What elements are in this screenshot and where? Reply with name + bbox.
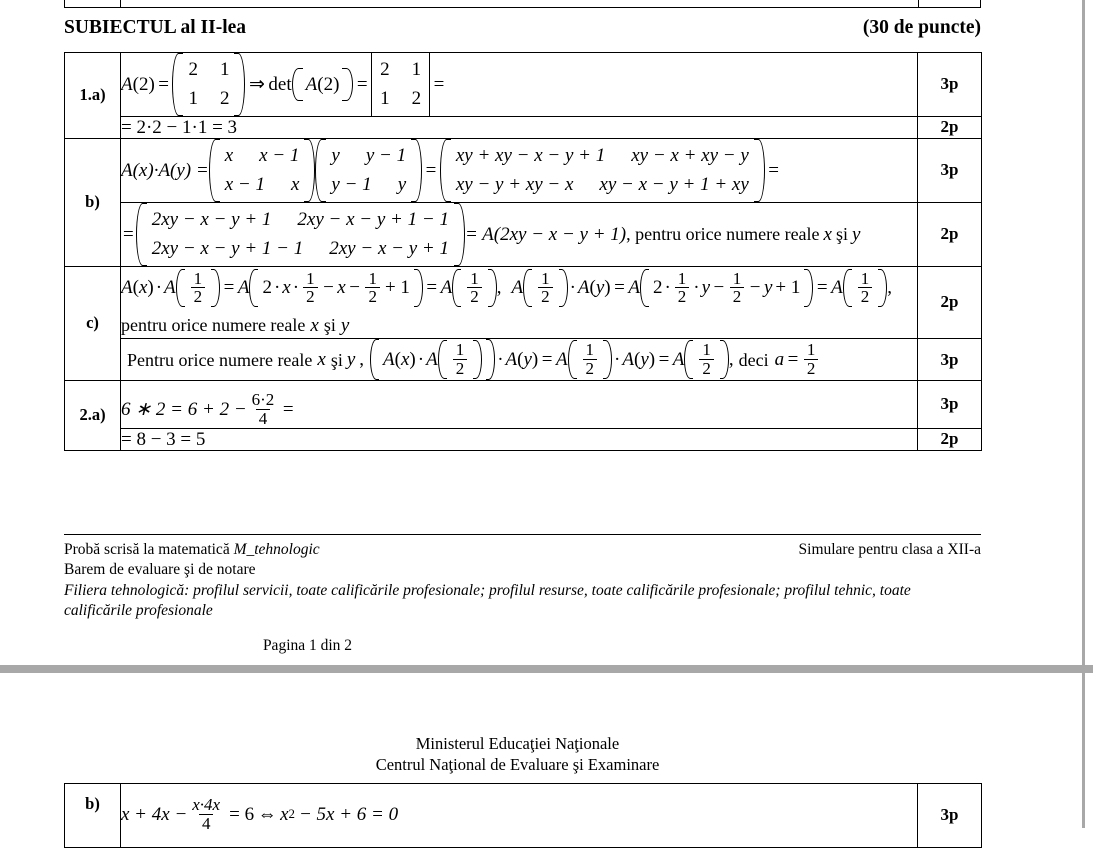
- solution-cell-1a-line1: [121, 53, 918, 117]
- math-variable: y: [523, 349, 532, 371]
- table-row: [65, 428, 982, 450]
- conjunction-text: şi: [835, 224, 848, 245]
- points-2a-bottom: 2p: [918, 428, 982, 450]
- points-1b-bottom: 2p: [918, 202, 982, 266]
- fraction-denominator: 2: [453, 359, 468, 378]
- math-expression: A ( x ) · A $\frac{1}{2}$ = A 2 · x · $\frac{1}{2}$ − x − $\frac{1}{2}$ + 1 = A $\frac{1}{2}$ , A $\frac{1}{2}$ · A ( y ) = A 2 · $\frac{1}{2}$ · y − $\frac{1}{2}$ − y + 1 = A $\frac{1}{2}$ ,: [121, 268, 892, 307]
- fraction-denominator: 4: [199, 814, 214, 833]
- solution-cell-1a-line2: [121, 116, 918, 138]
- conclusion-text: deci: [738, 349, 769, 370]
- paren-group: 2 · x · $\frac{1}{2}$ − x − $\frac{1}{2}$ + 1: [249, 269, 422, 308]
- explanation-line: [121, 316, 354, 335]
- fraction-numerator: 1: [732, 268, 742, 288]
- paren-group: [452, 269, 497, 308]
- matrix-entry: 1: [380, 88, 390, 110]
- points-2a-top: 3p: [918, 381, 982, 429]
- matrix-entry: y − 1: [365, 144, 407, 166]
- math-expression: [121, 796, 398, 833]
- math-lhs: A(x)·A(y) =: [121, 159, 209, 181]
- matrix-entry: 2: [219, 88, 230, 110]
- matrix-A2: [172, 53, 245, 116]
- math-symbol: A: [305, 73, 318, 95]
- points-2b: 3p: [918, 784, 982, 848]
- math-operator: =: [658, 349, 670, 371]
- math-variable: y: [346, 349, 356, 371]
- determinant-bars: [371, 53, 430, 116]
- math-variable: x: [337, 277, 346, 299]
- paren-group: [438, 340, 483, 379]
- math-symbol: A: [121, 277, 133, 299]
- fraction-denominator: 2: [699, 359, 714, 378]
- matrix-Ax: [209, 139, 316, 202]
- fraction-numerator: x·4x: [192, 795, 221, 814]
- fraction-numerator: 1: [806, 340, 816, 360]
- math-operator: =: [356, 73, 368, 95]
- row-id-1a: 1.a): [65, 53, 121, 139]
- solution-cell-1c-part1: [121, 266, 918, 339]
- math-number: 2: [652, 277, 663, 299]
- fraction-numerator: 1: [677, 268, 687, 288]
- row-id-1c: c): [65, 266, 121, 380]
- explanation-text: , pentru orice numere reale: [626, 224, 820, 245]
- math-lhs: x + 4x −: [121, 803, 188, 825]
- fraction-denominator: 2: [191, 287, 206, 306]
- math-symbol: A: [555, 349, 568, 371]
- iff-symbol: ⇔: [257, 803, 277, 825]
- math-symbol: A: [505, 349, 518, 371]
- math-variable: x: [823, 223, 832, 245]
- fraction-numerator: 1: [193, 268, 203, 288]
- math-symbol: A: [121, 73, 133, 95]
- page-footer: [64, 540, 981, 656]
- matrix-entry: 2: [380, 59, 390, 80]
- math-tail: = A(2xy − x − y + 1): [464, 223, 627, 245]
- ministry-line: Ministerul Educaţiei Naţionale: [415, 734, 620, 753]
- math-variable: a: [774, 349, 785, 371]
- math-exponent: 2: [288, 805, 295, 821]
- math-operator: =: [223, 277, 235, 299]
- math-symbol: A: [426, 349, 438, 371]
- exam-session-label: Simulare pentru clasa a XII-a: [798, 541, 981, 558]
- matrix-entry: 2: [188, 59, 198, 80]
- math-term: + 1: [384, 277, 410, 299]
- matrix-simplified: [136, 203, 465, 266]
- fraction-numerator: 1: [702, 340, 711, 360]
- points-1b-top: 3p: [918, 138, 982, 202]
- fraction-half: [191, 270, 206, 307]
- fraction-half: [730, 270, 745, 307]
- det-operator: det: [268, 73, 292, 95]
- math-punctuation: ,: [359, 349, 365, 371]
- fraction-half: [303, 270, 318, 307]
- points-1a-bottom: 2p: [918, 116, 982, 138]
- math-variable: x: [317, 349, 326, 371]
- fraction-numerator: 1: [585, 340, 595, 360]
- math-operator: =: [282, 398, 294, 420]
- fraction-half: [583, 341, 598, 378]
- footer-divider: [64, 534, 981, 535]
- fraction-numerator: 6·2: [251, 390, 275, 409]
- matrix-Ay: [315, 139, 422, 202]
- math-punctuation: ,: [887, 277, 892, 299]
- matrix-entry: x: [224, 144, 234, 166]
- math-symbol: A: [164, 277, 176, 299]
- matrix-entry: x − 1: [224, 174, 265, 196]
- solution-cell-2a-line2: [121, 428, 918, 450]
- math-operator: =: [816, 277, 828, 299]
- table-row: [65, 138, 982, 202]
- matrix-entry: x − 1: [259, 144, 300, 166]
- grading-table-page2: [64, 783, 982, 848]
- fraction-half: [699, 341, 714, 378]
- paren-group: 2 · $\frac{1}{2}$ · y − $\frac{1}{2}$ − y + 1: [640, 269, 813, 308]
- fraction-numerator: 1: [306, 268, 315, 288]
- matrix-entry: y: [397, 174, 407, 196]
- footer-line-2: Barem de evaluare şi de notare: [64, 561, 256, 579]
- footer-text: Probă scrisă la matematică: [64, 541, 234, 558]
- fraction-x4x-over-four: [189, 796, 223, 833]
- math-symbol: A: [577, 277, 590, 299]
- table-row: [65, 381, 982, 429]
- row-id-1b: b): [65, 138, 121, 266]
- row-id-2b: b): [65, 784, 121, 848]
- math-variable: x: [138, 277, 148, 299]
- math-line-2: [121, 309, 917, 338]
- math-operator: =: [158, 73, 169, 95]
- fraction-half: [858, 270, 873, 307]
- math-expression: [121, 391, 297, 428]
- math-term: = 6: [229, 803, 255, 825]
- math-term: + 1: [775, 277, 801, 299]
- math-symbol: A: [511, 277, 524, 299]
- math-symbol: A: [237, 277, 250, 299]
- conjunction-text: şi: [330, 349, 343, 370]
- matrix-entry: 1: [188, 88, 198, 110]
- fraction-denominator: 2: [858, 287, 873, 306]
- page-separator: [0, 665, 1093, 673]
- conjunction-text: şi: [323, 315, 336, 336]
- fraction-denominator: 4: [256, 409, 271, 428]
- math-variable: y: [852, 223, 861, 245]
- matrix-entry: 2xy − x − y + 1 − 1: [297, 208, 449, 230]
- fraction-denominator: 2: [365, 287, 380, 306]
- math-symbol: A: [831, 277, 843, 299]
- matrix-entry: xy − x + xy − y: [631, 144, 749, 166]
- math-variable: y: [640, 349, 649, 371]
- points-1c-bottom: 3p: [918, 339, 982, 381]
- fraction-half: [538, 270, 553, 307]
- implies-symbol: ⇒: [248, 73, 265, 95]
- explanation-text: Pentru orice numere reale: [127, 349, 313, 370]
- math-expression: [121, 139, 783, 202]
- row-id-2a: 2.a): [65, 381, 121, 451]
- math-expression: = 2·2 − 1·1 = 3: [121, 116, 238, 138]
- math-variable: x: [280, 803, 289, 825]
- math-symbol: A: [440, 277, 453, 299]
- math-symbol: A: [628, 277, 640, 299]
- math-line-1: [121, 267, 917, 310]
- matrix-entry: xy − x − y + 1 + xy: [599, 174, 749, 196]
- math-variable: y: [340, 314, 350, 336]
- explanation-text: pentru orice numere reale: [121, 315, 306, 336]
- fraction-half: [804, 341, 819, 378]
- solution-cell-1b-line1: [121, 138, 918, 202]
- math-number: 2: [262, 277, 272, 299]
- exam-code: M_tehnologic: [233, 541, 320, 558]
- outer-paren-group: A ( x ) · A $\frac{1}{2}$: [370, 339, 495, 380]
- math-operator: =: [123, 223, 134, 245]
- points-1a-top: 3p: [918, 53, 982, 117]
- document-page-2: [0, 673, 1085, 833]
- math-operator: =: [768, 159, 780, 181]
- footer-filiera-line: Filiera tehnologică: profilul servicii, toate calificările profesionale; profilul resurse, toate calificările profesionale; profilul tehnic, toate calificările profesionale: [64, 581, 911, 620]
- fraction-half: [675, 270, 690, 307]
- math-punctuation: ,: [728, 349, 734, 371]
- truncated-table-stub: [64, 0, 981, 8]
- fraction-half: [453, 341, 468, 378]
- matrix-entry: 2xy − x − y + 1: [151, 208, 272, 230]
- fraction-half: [467, 270, 482, 307]
- stub-divider-left: [120, 0, 121, 8]
- exam-subject-label: [64, 540, 320, 560]
- math-symbol: A: [622, 349, 634, 371]
- matrix-entry: xy − y + xy − x: [455, 174, 574, 196]
- section-header: [64, 17, 981, 39]
- section-points: (30 de puncte): [862, 17, 981, 38]
- fraction-half: [365, 270, 380, 307]
- matrix-entry: 2xy − x − y + 1: [329, 238, 449, 260]
- table-row: [65, 53, 982, 117]
- math-variable: x: [282, 277, 291, 299]
- matrix-entry: 2xy − x − y + 1 − 1: [151, 238, 304, 260]
- math-number: 2: [138, 73, 149, 95]
- table-row: [65, 202, 982, 266]
- paren-group: [523, 269, 568, 308]
- math-operator: =: [614, 277, 625, 299]
- math-operator: =: [787, 349, 799, 371]
- solution-cell-1c-part2: [121, 339, 918, 381]
- fraction-denominator: 2: [467, 287, 482, 306]
- math-operator: =: [541, 349, 553, 371]
- table-row: [65, 784, 982, 848]
- fraction-numerator: 1: [455, 340, 465, 360]
- fraction-denominator: 2: [303, 287, 318, 306]
- stub-divider-right: [918, 0, 919, 8]
- points-1c-top: 2p: [918, 266, 982, 339]
- table-row: [65, 266, 982, 339]
- math-expression: [121, 203, 864, 266]
- grading-table: [64, 52, 982, 451]
- fraction-numerator: 1: [860, 268, 870, 288]
- det-argument: A ( 2 ): [292, 68, 354, 101]
- math-expression: A ( 2 ) = 2 1 1 2 ⇒ det A ( 2 ) = 2 1 1 2 =: [121, 53, 448, 116]
- paren-group: [684, 340, 729, 379]
- math-variable: y: [595, 277, 605, 299]
- math-term: − 5x + 6 = 0: [298, 803, 399, 825]
- math-variable: y: [701, 277, 711, 299]
- math-symbol: A: [672, 349, 685, 371]
- table-row: [65, 339, 982, 381]
- section-title: SUBIECTUL al II-lea: [64, 17, 247, 38]
- math-punctuation: ,: [496, 277, 502, 299]
- solution-cell-2a-line1: [121, 381, 918, 429]
- matrix-entry: y: [331, 144, 340, 166]
- fraction-numerator: 1: [470, 268, 479, 288]
- solution-cell-1b-line2: [121, 202, 918, 266]
- math-expression: Pentru orice numere reale x şi y , A ( x ) · A $\frac{1}{2}$ · A ( y ) = A $\frac{1}{2}$ · A ( y ) = A $\frac{1}{2}$ , deci a = $\frac{1}{2}$: [121, 339, 820, 380]
- math-variable: x: [310, 314, 319, 336]
- math-expression: = 8 − 3 = 5: [121, 428, 206, 450]
- page-number: Pagina 1 din 2: [262, 636, 353, 654]
- center-line: Centrul Naţional de Evaluare şi Examinare: [375, 755, 660, 775]
- matrix-entry: 1: [219, 59, 230, 80]
- matrix-entry: x: [290, 174, 300, 196]
- math-lhs: 6 ∗ 2 = 6 + 2 −: [121, 398, 247, 420]
- matrix-entry: 2: [411, 88, 422, 110]
- math-operator: =: [433, 73, 445, 95]
- fraction-denominator: 2: [583, 359, 598, 378]
- fraction-denominator: 2: [538, 287, 553, 306]
- fraction-numerator: 1: [368, 268, 377, 288]
- fraction-six-two-over-four: [249, 391, 278, 428]
- paren-group: [176, 269, 221, 308]
- matrix-product: [440, 139, 765, 202]
- fraction-denominator: 2: [804, 359, 819, 378]
- math-operator: =: [426, 277, 438, 299]
- matrix-entry: y − 1: [331, 174, 372, 196]
- institution-header: [0, 733, 1085, 776]
- footer-line-1: [64, 540, 981, 560]
- fraction-denominator: 2: [730, 287, 745, 306]
- paren-group: [843, 269, 888, 308]
- matrix-entry: xy + xy − x − y + 1: [455, 144, 606, 166]
- math-variable: y: [763, 277, 773, 299]
- math-variable: x: [400, 349, 410, 371]
- math-number: 2: [323, 73, 334, 95]
- fraction-denominator: 2: [675, 287, 690, 306]
- math-operator: =: [425, 159, 437, 181]
- matrix-entry: 1: [411, 59, 422, 80]
- fraction-numerator: 1: [541, 268, 550, 288]
- table-row: [65, 116, 982, 138]
- solution-cell-2b: [121, 784, 918, 848]
- math-symbol: A: [383, 349, 395, 371]
- paren-group: [568, 340, 613, 379]
